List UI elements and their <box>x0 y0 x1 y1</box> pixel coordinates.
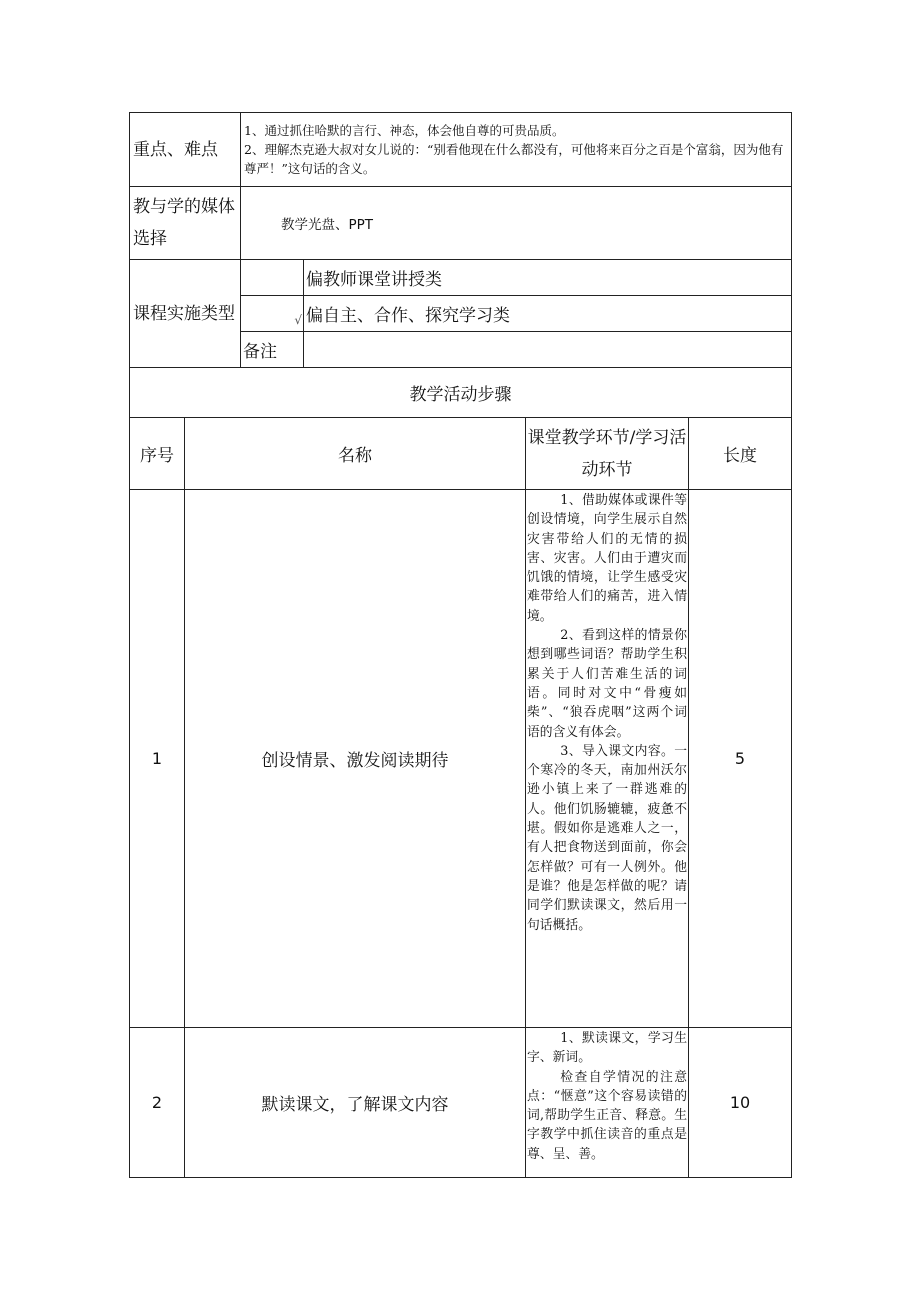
implementation-row-1 <box>130 260 792 296</box>
lesson-plan-table <box>129 112 791 1178</box>
row-phase-paragraph: 1、借助媒体或课件等创设情境，向学生展示自然灾害带给人们的无情的损害、灾害。人们由于遭灾而饥饿的情境，让学生感受灾难带给人们的痛苦，进入情境。 <box>527 493 687 624</box>
remark-label: 备注 <box>241 332 304 368</box>
option1-check <box>241 260 304 296</box>
table-row <box>130 1028 792 1178</box>
row-seq: 2 <box>130 1028 185 1178</box>
key-points-label: 重点、难点 <box>130 113 241 187</box>
key-point-1: 1、通过抓住哈默的言行、神态，体会他自尊的可贵品质。 <box>244 123 565 138</box>
media-value: 教学光盘、PPT <box>241 187 792 260</box>
row-length: 5 <box>689 490 792 1028</box>
header-length: 长度 <box>689 418 792 490</box>
row-phase <box>526 1028 689 1178</box>
header-seq: 序号 <box>130 418 185 490</box>
header-name: 名称 <box>185 418 526 490</box>
implementation-label: 课程实施类型 <box>130 260 241 368</box>
row-name: 默读课文，了解课文内容 <box>185 1028 526 1178</box>
option1-label: 偏教师课堂讲授类 <box>304 260 792 296</box>
header-phase: 课堂教学环节/学习活动环节 <box>526 418 689 490</box>
media-row <box>130 187 792 260</box>
row-length: 10 <box>689 1028 792 1178</box>
row-name: 创设情景、激发阅读期待 <box>185 490 526 1028</box>
row-phase <box>526 490 689 1028</box>
steps-title-row <box>130 368 792 418</box>
row-phase-paragraph: 1、默读课文，学习生字、新词。 <box>527 1031 687 1066</box>
remark-value <box>304 332 792 368</box>
key-points-content <box>241 113 792 187</box>
key-point-2: 2、理解杰克逊大叔对女儿说的：“别看他现在什么都没有，可他将来百分之百是个富翁，因为他有尊严！”这句话的含义。 <box>244 142 784 176</box>
steps-header-row <box>130 418 792 490</box>
key-points-row <box>130 113 792 187</box>
table-row <box>130 490 792 1028</box>
row-seq: 1 <box>130 490 185 1028</box>
steps-title: 教学活动步骤 <box>130 368 792 418</box>
row-phase-paragraph: 2、看到这样的情景你想到哪些词语？帮助学生积累关于人们苦难生活的词语。同时对文中“骨瘦如柴”、“狼吞虎咽”这两个词语的含义有体会。 <box>527 628 687 740</box>
media-label: 教与学的媒体选择 <box>130 187 241 260</box>
row-phase-paragraph: 检查自学情况的注意点：“惬意”这个容易读错的词,帮助学生正音、释意。生字教学中抓住读音的重点是尊、呈、善。 <box>527 1069 687 1162</box>
option2-label: 偏自主、合作、探究学习类 <box>304 296 792 332</box>
row-phase-paragraph: 3、导入课文内容。一个寒冷的冬天，南加州沃尔逊小镇上来了一群逃难的人。他们饥肠辘辘，疲惫不堪。假如你是逃难人之一，有人把食物送到面前，你会怎样做？可有一人例外。他是谁？他是怎样做的呢？请同学们默读课文，然后用一句话概括。 <box>527 743 687 933</box>
option2-check: √ <box>241 296 304 332</box>
